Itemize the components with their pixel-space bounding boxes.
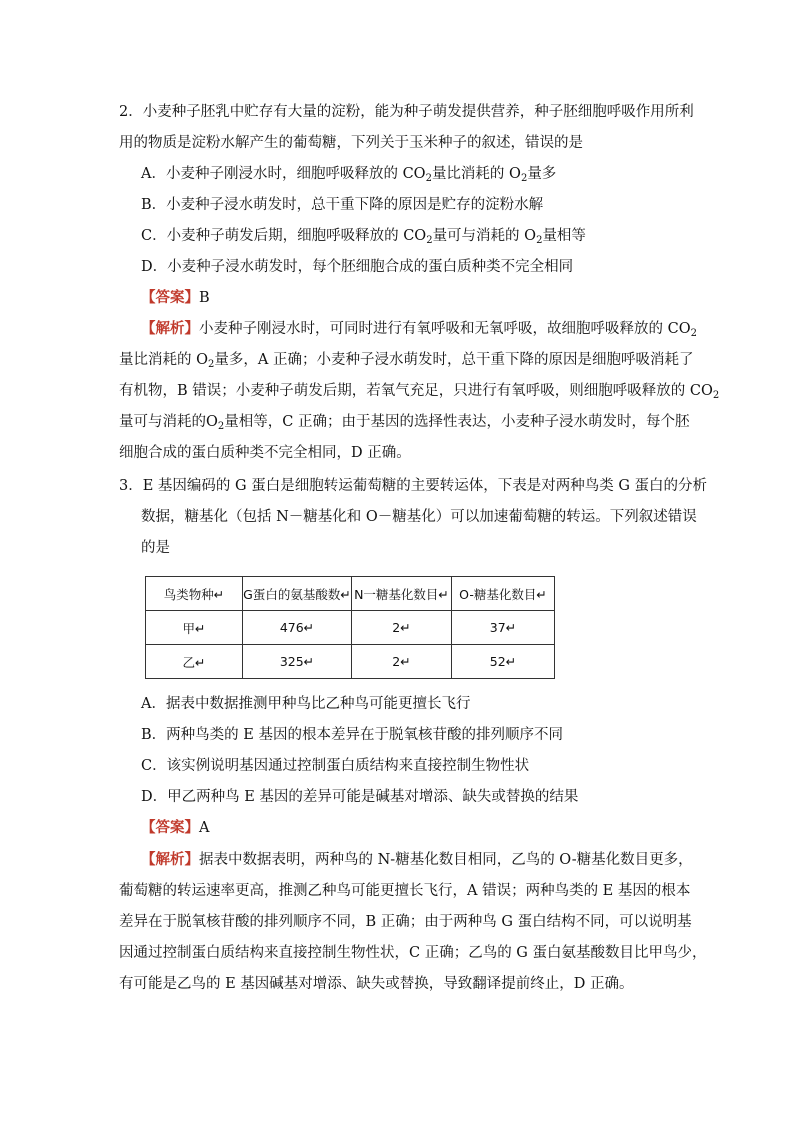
analysis-tag: 【解析】: [141, 320, 199, 337]
q2-option-c: C．小麦种子萌发后期，细胞呼吸释放的 $CO_2$量可与消耗的 $O_2$量相等: [141, 228, 586, 246]
table-cell: 2↵: [352, 645, 452, 679]
table-row: [146, 611, 555, 645]
q2-analysis-line3: 有机物，B 错误；小麦种子萌发后期，若氧气充足，只进行有氧呼吸，则细胞呼吸释放的 $CO_2$: [119, 383, 720, 401]
table-header-row: [146, 577, 555, 611]
table-header-cell: N一糖基化数目↵: [352, 577, 452, 611]
q3-analysis-line4: 因通过控制蛋白质结构来直接控制生物性状，C 正确；乙鸟的 G 蛋白氨基酸数目比甲鸟少，: [119, 945, 707, 961]
answer-tag: 【答案】: [141, 819, 199, 836]
q3-analysis-line5: 有可能是乙鸟的 E 基因碱基对增添、缺失或替换，导致翻译提前终止，D 正确。: [119, 976, 634, 992]
table-header-cell: 鸟类物种↵: [146, 577, 243, 611]
q2-analysis-line1: 【解析】小麦种子刚浸水时，可同时进行有氧呼吸和无氧呼吸，故细胞呼吸释放的 $CO_2$: [141, 320, 697, 339]
answer-tag: 【答案】: [141, 289, 199, 306]
answer-value: A: [199, 820, 210, 836]
q2-option-b: B．小麦种子浸水萌发时，总干重下降的原因是贮存的淀粉水解: [141, 197, 544, 213]
q2-stem-line1: 2．小麦种子胚乳中贮存有大量的淀粉，能为种子萌发提供营养，种子胚细胞呼吸作用所利: [119, 104, 694, 120]
q3-analysis-line3: 差异在于脱氧核苷酸的排列顺序不同，B 正确；由于两种鸟 G 蛋白结构不同，可以说明基: [119, 914, 692, 930]
q2-analysis-line4: 量可与消耗的$O_2$量相等，C 正确；由于基因的选择性表达，小麦种子浸水萌发时，每个胚: [119, 414, 690, 432]
table-cell: 476↵: [243, 611, 352, 645]
table-cell: 37↵: [452, 611, 555, 645]
q3-option-c: C．该实例说明基因通过控制蛋白质结构来直接控制生物性状: [141, 758, 530, 774]
q3-stem-line2: 数据，糖基化（包括 N－糖基化和 O－糖基化）可以加速葡萄糖的转运。下列叙述错误: [141, 509, 697, 525]
table-cell: 325↵: [243, 645, 352, 679]
table-cell: 甲↵: [146, 611, 243, 645]
q3-option-b: B．两种鸟类的 E 基因的根本差异在于脱氧核苷酸的排列顺序不同: [141, 727, 563, 743]
answer-value: B: [199, 290, 210, 306]
q2-answer: [141, 288, 210, 308]
table-cell: 52↵: [452, 645, 555, 679]
table-header-cell: O-糖基化数目↵: [452, 577, 555, 611]
q3-stem-line1: 3．E 基因编码的 G 蛋白是细胞转运葡萄糖的主要转运体，下表是对两种鸟类 G 蛋白的分析: [119, 478, 708, 494]
q3-option-d: D．甲乙两种鸟 E 基因的差异可能是碱基对增添、缺失或替换的结果: [141, 789, 579, 805]
q3-stem-line3: 的是: [141, 540, 170, 556]
q3-analysis-line1: 【解析】据表中数据表明，两种鸟的 N-糖基化数目相同，乙鸟的 O-糖基化数目更多，: [141, 851, 693, 868]
table-cell: 2↵: [352, 611, 452, 645]
q2-option-d: D．小麦种子浸水萌发时，每个胚细胞合成的蛋白质种类不完全相同: [141, 259, 574, 275]
table-header-cell: G蛋白的氨基酸数↵: [243, 577, 352, 611]
q3-analysis-line2: 葡萄糖的转运速率更高，推测乙种鸟可能更擅长飞行，A 错误；两种鸟类的 E 基因的根本: [119, 883, 691, 899]
q2-analysis-line2: 量比消耗的 $O_2$量多，A 正确；小麦种子浸水萌发时，总干重下降的原因是细胞呼吸消耗了: [119, 352, 694, 370]
analysis-tag: 【解析】: [141, 851, 199, 868]
q2-analysis-line5: 细胞合成的蛋白质种类不完全相同，D 正确。: [119, 445, 411, 461]
q3-answer: [141, 818, 209, 838]
table-row: [146, 645, 555, 679]
q3-option-a: A．据表中数据推测甲种鸟比乙种鸟可能更擅长飞行: [141, 696, 471, 712]
q2-option-a: A．小麦种子刚浸水时，细胞呼吸释放的 $CO_2$量比消耗的 $O_2$量多: [141, 166, 557, 184]
glycosylation-table: [145, 576, 555, 679]
q2-stem-line2: 用的物质是淀粉水解产生的葡萄糖，下列关于玉米种子的叙述，错误的是: [119, 135, 583, 151]
table-cell: 乙↵: [146, 645, 243, 679]
